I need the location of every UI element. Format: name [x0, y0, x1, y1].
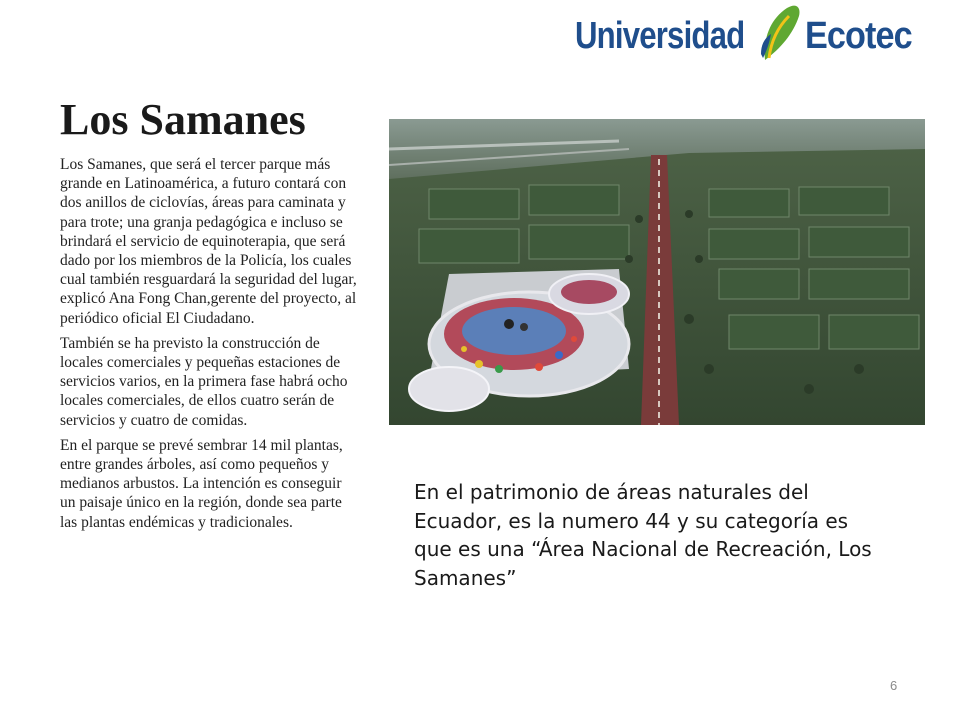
page-number: 6	[890, 678, 898, 693]
paragraph-3: En el parque se prevé sembrar 14 mil plantas, entre grandes árboles, así como pequeños y medianos arbustos. La intención es conseguir un paisaje único en la región, donde sea parte las plantas endémicas y tradicionales.	[60, 436, 343, 531]
university-logo	[575, 4, 945, 64]
logo-text-ecotec: Ecotec	[805, 15, 912, 57]
leaf-logo-icon	[759, 4, 803, 62]
slide-title: Los Samanes	[60, 95, 306, 144]
paragraph-1: Los Samanes, que será el tercer parque más grande en Latinoamérica, a futuro contará con dos anillos de ciclovías, áreas para caminata y para trote; una granja pedagógica e incluso se brindará el servicio de equinoterapia, que será dado por los miembros de la Policía, los cuales cual también resguardará la seguridad del lugar, explicó Ana Fong Chan,gerente del proyecto, al periódico oficial El Ciudadano.	[60, 156, 357, 327]
park-aerial-render-image	[389, 119, 925, 425]
body-text	[60, 155, 360, 538]
caption-text: En el patrimonio de áreas naturales del Ecuador, es la numero 44 y su categoría es que es una “Área Nacional de Recreación, Los Samanes”	[414, 480, 872, 590]
logo-text-universidad: Universidad	[575, 15, 745, 57]
paragraph-2: También se ha previsto la construcción de locales comerciales y pequeñas estaciones de servicios varios, en la primera fase habrá ocho locales comerciales, de ellos cuatro serán de servicios y cuatro de comidas.	[60, 334, 348, 429]
